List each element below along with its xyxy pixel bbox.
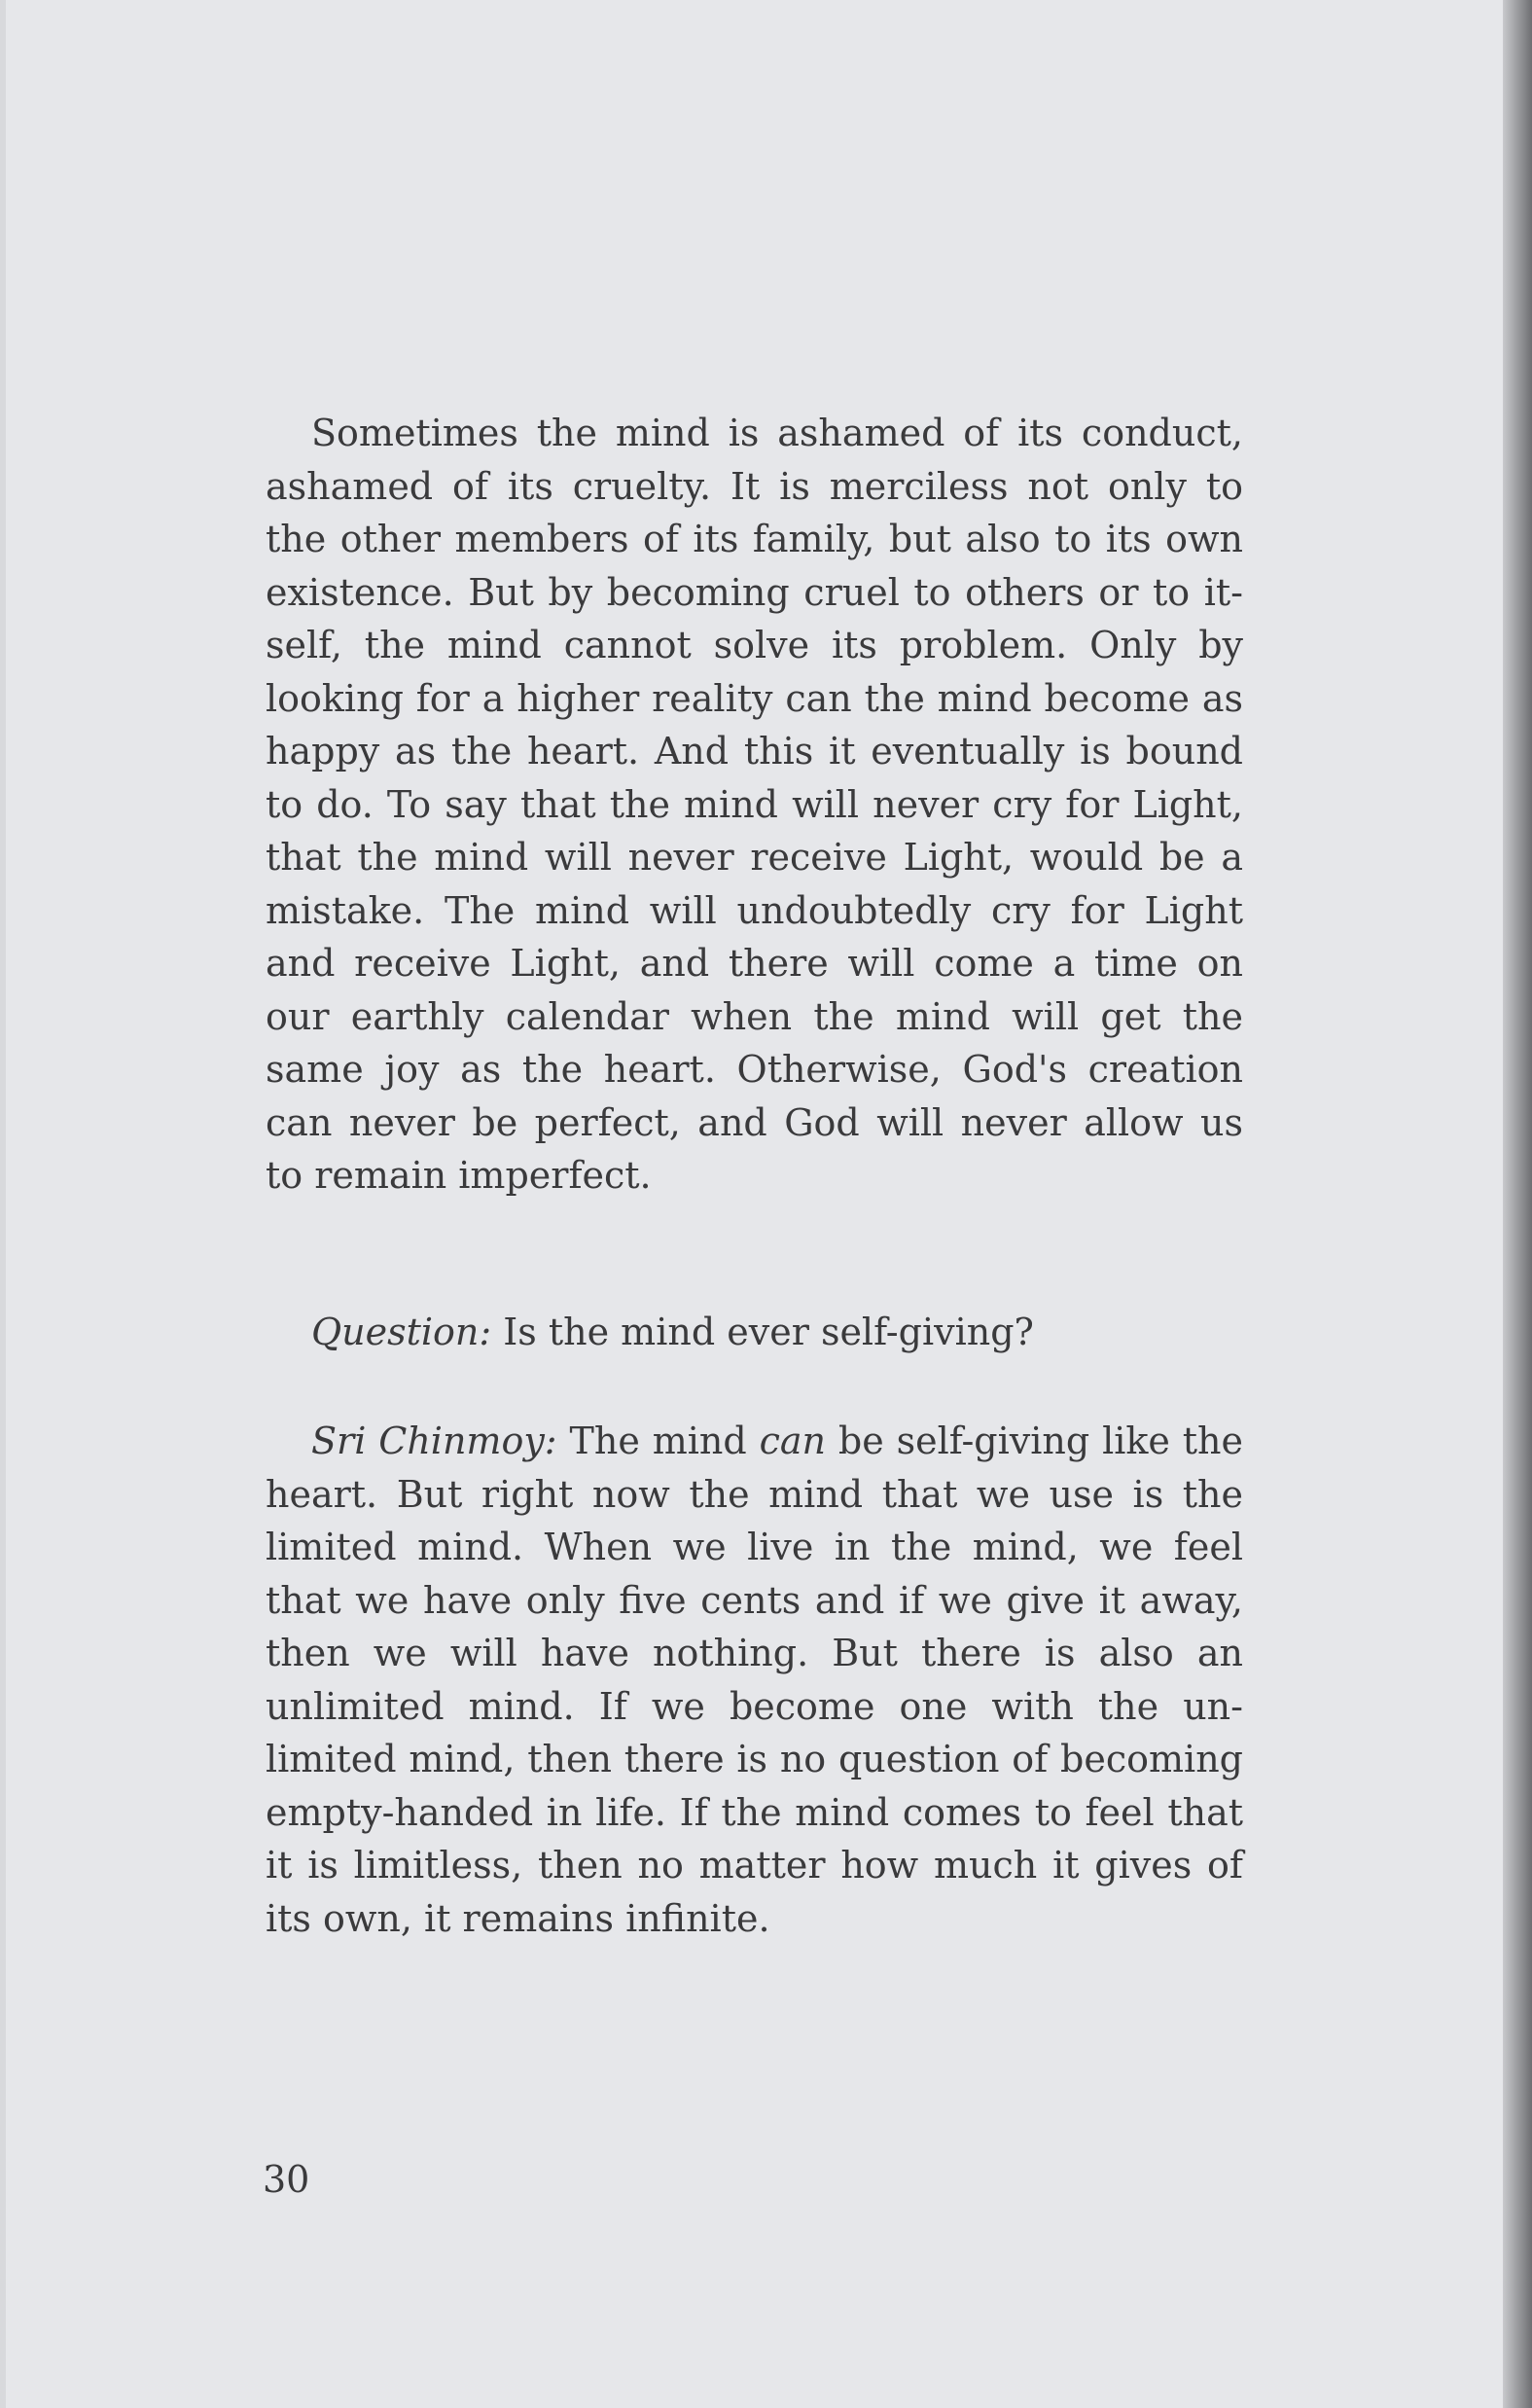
page-number: 30 bbox=[263, 2158, 310, 2201]
page-binding-shadow bbox=[1503, 0, 1532, 2408]
answer-speaker-label: Sri Chinmoy: bbox=[311, 1420, 557, 1462]
page-left-edge bbox=[0, 0, 6, 2408]
paragraph-text: Sometimes the mind is ashamed of its conduct, ashamed of its cruelty. It is merciless not only to the other members of its family, but also to its own existence. But by becoming cruel to others or to itself, the mind cannot solve its problem. Only by looking for a higher reality can the mind become as happy as the heart. And this it eventually is bound to do. To say that the mind will never cry for Light, that the mind will never receive Light, would be a mistake. The mind will undoubtedly cry for Light and receive Light, and there will come a time on our earthly calendar when the mind will get the same joy as the heart. Otherwise, God's creation can never be perfect, and God will never allow us to remain imperfect. bbox=[266, 412, 1243, 1197]
answer-emphasis: can bbox=[759, 1420, 826, 1462]
question-text: Is the mind ever self-giving? bbox=[491, 1311, 1034, 1353]
question-paragraph bbox=[266, 1306, 1243, 1359]
answer-text-rest: be self-giving like the heart. But right now the mind that we use is the limited mind. When we live in the mind, we feel that we have only five cents and if we give it away, then we will have nothing. But there is also an unlimited mind. If we become one with the unlimited mind, then there is no question of becoming empty-handed in life. If the mind comes to feel that it is limitless, then no matter how much it gives of its own, it remains infinite. bbox=[266, 1420, 1244, 1940]
answer-paragraph bbox=[266, 1415, 1243, 1945]
paragraph-mind-ashamed bbox=[266, 407, 1243, 1203]
answer-text-start: The mind bbox=[556, 1420, 760, 1462]
question-label: Question: bbox=[311, 1311, 492, 1353]
